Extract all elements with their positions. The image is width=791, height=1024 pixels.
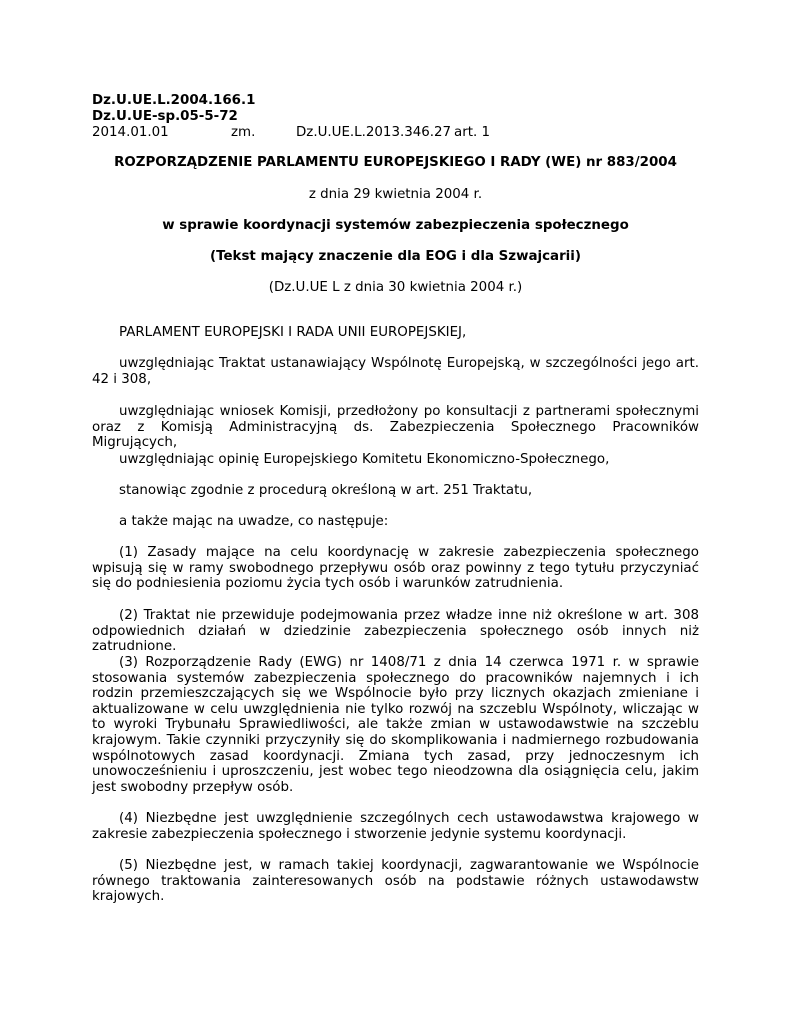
recital-3: (3) Rozporządzenie Rady (EWG) nr 1408/71 z dnia 14 czerwca 1971 r. w sprawie stosowania systemów zabezpieczenia społecznego do pracowników najemnych i ich rodzin przemieszczających się we Wspólnocie było przy licznych okazjach zmieniane i aktualizowane w celu uwzględnienia nie tylko rozwój na szczeblu Wspólnoty, wliczając w to wyroki Trybunału Sprawiedliwości, ale także zmian w ustawodawstwie na szczeblu krajowym. Takie czynniki przyczyniły się do skomplikowania i nadmiernego rozbudowania wspólnotowych zasad koordynacji. Zmiana tych zasad, przy jednoczesnym ich unowocześnieniu i uproszczeniu, jest wobec tego nieodzowna dla osiągnięcia celu, jakim jest swobodny przepływ osób. (92, 655, 699, 795)
recital-intro: a także mając na uwadze, co następuje: (119, 514, 389, 529)
document-subject: w sprawie koordynacji systemów zabezpieczenia społecznego (162, 218, 629, 233)
journal-reference: Dz.U.UE.L.2004.166.1 (92, 93, 256, 108)
amendment-reference: Dz.U.UE.L.2013.346.27 (296, 125, 452, 140)
recital-procedure: stanowiąc zgodnie z procedurą określoną w art. 251 Traktatu, (119, 483, 533, 498)
recital-4: (4) Niezbędne jest uwzględnienie szczególnych cech ustawodawstwa krajowego w zakresie zabezpieczenia społecznego i stworzenie jedynie systemu koordynacji. (92, 811, 699, 842)
recital-2: (2) Traktat nie przewiduje podejmowania przez władze inne niż określone w art. 308 odpowiednich działań w dziedzinie zabezpieczenia społecznego osób innych niż zatrudnione. (92, 608, 699, 655)
eea-note: (Tekst mający znaczenie dla EOG i dla Szwajcarii) (210, 249, 581, 264)
amendment-article: art. 1 (454, 125, 490, 140)
recital-commission-proposal: uwzględniając wniosek Komisji, przedłożony po konsultacji z partnerami społecznymi oraz z Komisją Administracyjną ds. Zabezpieczenia Społecznego Pracowników Migrujących, (92, 404, 699, 451)
amendment-date: 2014.01.01 (92, 125, 169, 140)
document-date: z dnia 29 kwietnia 2004 r. (308, 187, 483, 202)
recital-treaty: uwzględniając Traktat ustanawiający Wspólnotę Europejską, w szczególności jego art. 42 i 308, (92, 356, 699, 387)
special-edition-reference: Dz.U.UE-sp.05-5-72 (92, 109, 238, 124)
amendment-type: zm. (231, 125, 256, 140)
recital-5: (5) Niezbędne jest, w ramach takiej koordynacji, zagwarantowanie we Wspólnocie równego traktowania zainteresowanych osób na podstawie różnych ustawodawstw krajowych. (92, 858, 699, 905)
document-title: ROZPORZĄDZENIE PARLAMENTU EUROPEJSKIEGO I RADY (WE) nr 883/2004 (114, 155, 677, 170)
recital-1: (1) Zasady mające na celu koordynację w zakresie zabezpieczenia społecznego wpisują się w ramy swobodnego przepływu osób oraz powinny z tego tytułu przyczyniać się do podniesienia poziomu życia tych osób i warunków zatrudnienia. (92, 545, 699, 592)
recital-committee-opinion: uwzględniając opinię Europejskiego Komitetu Ekonomiczno-Społecznego, (119, 452, 610, 467)
preamble-heading: PARLAMENT EUROPEJSKI I RADA UNII EUROPEJSKIEJ, (119, 325, 467, 340)
publication-note: (Dz.U.UE L z dnia 30 kwietnia 2004 r.) (268, 280, 523, 295)
